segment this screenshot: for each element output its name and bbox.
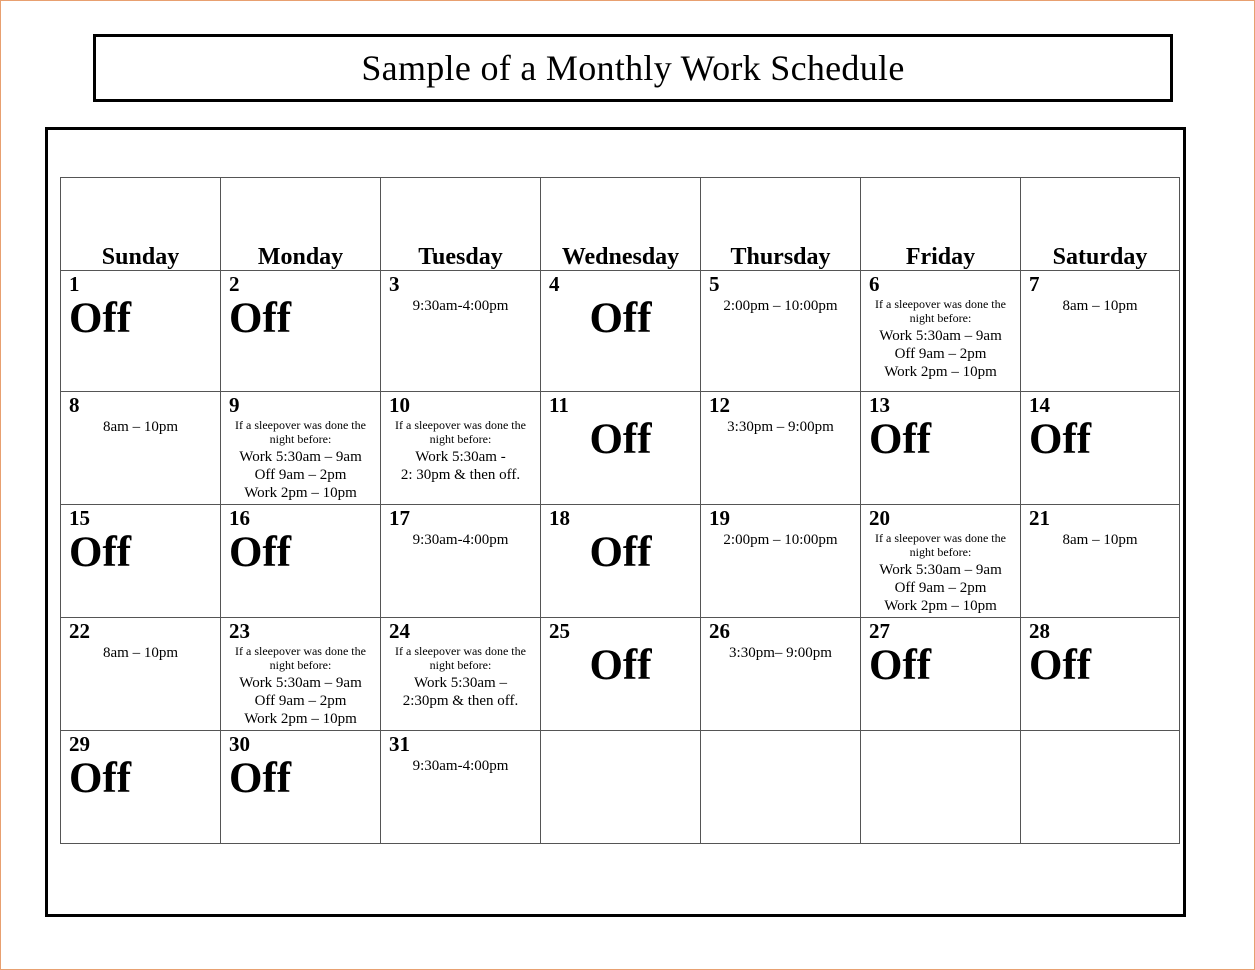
day-cell [541,271,701,392]
shift-line: Off 9am – 2pm [254,693,347,709]
shift-time: 3:30pm– 9:00pm [729,645,832,661]
day-number: 11 [549,393,569,417]
day-cell [861,392,1021,505]
shift-time: 2:00pm – 10:00pm [723,532,838,548]
day-number: 31 [389,732,410,756]
off-label: Off [1029,642,1092,689]
day-number: 9 [229,393,240,417]
shift-line: Off 9am – 2pm [894,346,987,362]
day-number: 5 [709,272,720,296]
day-number: 18 [549,506,570,530]
title-box [93,34,1173,102]
day-cell [861,505,1021,618]
day-cell [861,271,1021,392]
week-row [61,271,1180,392]
off-label: Off [1029,416,1092,463]
shift-time: 9:30am-4:00pm [412,298,509,314]
shift-line: Work 5:30am – 9am [239,449,362,465]
day-cell [861,731,1021,844]
day-cell [221,505,381,618]
weekday-header: Friday [861,178,1021,271]
day-cell [541,392,701,505]
day-cell [381,392,541,505]
day-cell [701,505,861,618]
day-cell [381,505,541,618]
day-cell [221,392,381,505]
shift-time: 9:30am-4:00pm [412,758,509,774]
sleepover-note: If a sleepover was done the [395,644,526,658]
off-label: Off [229,295,292,342]
day-number: 25 [549,619,570,643]
sleepover-note: night before: [269,658,332,672]
weekday-header: Wednesday [541,178,701,271]
day-number: 27 [869,619,890,643]
day-number: 28 [1029,619,1050,643]
off-label: Off [589,529,652,576]
day-cell [61,392,221,505]
weekday-header: Tuesday [381,178,541,271]
day-number: 3 [389,272,400,296]
week-row [61,731,1180,844]
shift-line: Work 2pm – 10pm [884,598,997,614]
off-label: Off [69,755,132,802]
shift-line: Work 2pm – 10pm [244,485,357,501]
day-number: 24 [389,619,410,643]
shift-line: Work 5:30am – [414,675,507,691]
week-row [61,618,1180,731]
day-cell [61,505,221,618]
day-cell [221,731,381,844]
calendar-table [60,177,1180,844]
day-number: 22 [69,619,90,643]
day-number: 20 [869,506,890,530]
day-number: 8 [69,393,80,417]
weekday-header-row [61,178,1180,271]
day-number: 23 [229,619,250,643]
day-cell [701,271,861,392]
day-cell [1021,618,1180,731]
shift-time: 3:30pm – 9:00pm [727,419,834,435]
sleepover-note: If a sleepover was done the [235,418,366,432]
day-number: 2 [229,272,240,296]
day-cell [221,271,381,392]
off-label: Off [869,416,932,463]
day-cell [541,618,701,731]
sleepover-note: If a sleepover was done the [395,418,526,432]
shift-time: 8am – 10pm [1062,532,1138,548]
day-number: 1 [69,272,80,296]
day-number: 10 [389,393,410,417]
shift-line: Work 5:30am – 9am [879,328,1002,344]
day-number: 12 [709,393,730,417]
sleepover-note: night before: [269,432,332,446]
day-number: 14 [1029,393,1050,417]
shift-line: Work 5:30am - [415,449,506,465]
day-cell [61,271,221,392]
off-label: Off [69,295,132,342]
day-number: 15 [69,506,90,530]
day-number: 21 [1029,506,1050,530]
sleepover-note: night before: [909,545,972,559]
day-number: 4 [549,272,560,296]
shift-line: 2: 30pm & then off. [400,467,521,483]
sleepover-note: night before: [909,311,972,325]
weekday-header: Thursday [701,178,861,271]
off-label: Off [229,755,292,802]
day-cell [61,618,221,731]
off-label: Off [589,416,652,463]
day-cell [61,731,221,844]
shift-line: Work 2pm – 10pm [244,711,357,727]
day-number: 6 [869,272,880,296]
day-number: 26 [709,619,730,643]
day-number: 29 [69,732,90,756]
sleepover-note: night before: [429,658,492,672]
day-cell [1021,505,1180,618]
shift-line: Off 9am – 2pm [254,467,347,483]
day-number: 16 [229,506,250,530]
day-cell [1021,271,1180,392]
shift-line: Off 9am – 2pm [894,580,987,596]
shift-time: 8am – 10pm [103,419,178,435]
sleepover-note: If a sleepover was done the [875,531,1006,545]
off-label: Off [589,295,652,342]
shift-time: 2:00pm – 10:00pm [723,298,838,314]
day-cell [541,505,701,618]
day-number: 19 [709,506,730,530]
shift-time: 8am – 10pm [103,645,178,661]
day-cell [701,618,861,731]
week-row [61,505,1180,618]
page-title: Sample of a Monthly Work Schedule [361,48,905,88]
day-number: 13 [869,393,890,417]
shift-line: 2:30pm & then off. [402,693,519,709]
sleepover-note: If a sleepover was done the [875,297,1006,311]
shift-time: 9:30am-4:00pm [412,532,509,548]
day-number: 30 [229,732,250,756]
off-label: Off [229,529,292,576]
day-cell [701,392,861,505]
calendar-body [61,271,1180,844]
week-row [61,392,1180,505]
off-label: Off [869,642,932,689]
weekday-header: Monday [221,178,381,271]
day-number: 7 [1029,272,1040,296]
weekday-header: Saturday [1021,178,1180,271]
day-cell [701,731,861,844]
shift-line: Work 5:30am – 9am [879,562,1002,578]
sleepover-note: night before: [429,432,492,446]
off-label: Off [589,642,652,689]
off-label: Off [69,529,132,576]
day-cell [381,618,541,731]
day-cell [541,731,701,844]
day-cell [1021,731,1180,844]
shift-time: 8am – 10pm [1062,298,1138,314]
weekday-header: Sunday [61,178,221,271]
day-cell [221,618,381,731]
day-number: 17 [389,506,410,530]
sleepover-note: If a sleepover was done the [235,644,366,658]
day-cell [861,618,1021,731]
day-cell [381,731,541,844]
day-cell [381,271,541,392]
shift-line: Work 2pm – 10pm [884,364,997,380]
shift-line: Work 5:30am – 9am [239,675,362,691]
day-cell [1021,392,1180,505]
